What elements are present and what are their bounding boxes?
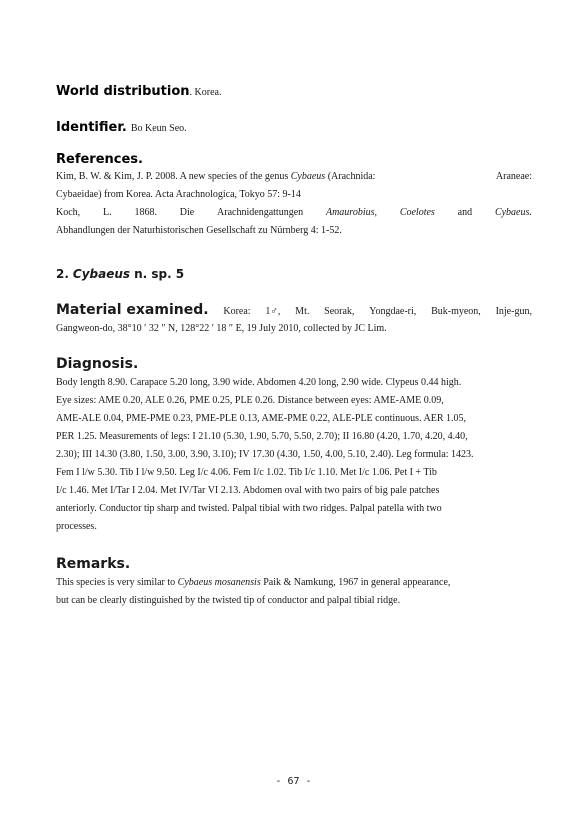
world-distribution-heading: World distribution (56, 84, 190, 99)
diagnosis-heading: Diagnosis. (56, 356, 139, 372)
page-number: - 67 - (275, 776, 312, 787)
species-number: 2. (56, 267, 69, 281)
ref2-word: and (457, 207, 473, 218)
ref2-word: L. (103, 207, 112, 218)
reference-2-line-1 (56, 204, 532, 222)
ref2-genus: Coelotes (399, 207, 435, 218)
material-word: Korea: (223, 306, 251, 317)
diagnosis-line: anteriorly. Conductor tip sharp and twisted. Palpal tibial with two ridges. Palpal patella with two (56, 503, 442, 514)
ref1-genus: Cybaeus (290, 171, 326, 182)
identifier-text: Bo Keun Seo. (130, 123, 187, 134)
remarks-heading: Remarks. (56, 556, 131, 572)
ref1-text-b: (Arachnida: (325, 171, 376, 182)
material-line-1 (56, 302, 532, 318)
ref2-word: Koch, (56, 207, 81, 218)
diagnosis-line: PER 1.25. Measurements of legs: I 21.10 (5.30, 1.90, 5.70, 5.50, 2.70); II 16.80 (4.20, 1.70, 4.20, 4.40, (56, 431, 468, 442)
remarks-text: This species is very similar to (56, 577, 178, 588)
world-distribution-paragraph (56, 82, 532, 100)
reference-1 (56, 168, 532, 204)
references-section (56, 152, 532, 167)
material-word: Buk-myeon, (431, 306, 481, 317)
material-word: Mt. (295, 306, 310, 317)
ref2-genus: Cybaeus. (494, 207, 532, 218)
ref1-text-c: Araneae: (495, 171, 532, 182)
material-word: 1♂, (265, 306, 281, 317)
diagnosis-line: Body length 8.90. Carapace 5.20 long, 3.90 wide. Abdomen 4.20 long, 2.90 wide. Clypeus 0.44 high. (56, 377, 462, 388)
reference-2 (56, 204, 532, 240)
diagnosis-line: I/c 1.46. Met I/Tar I 2.04. Met IV/Tar VI 2.13. Abdomen oval with two pairs of big pale patches (56, 485, 440, 496)
ref2-word: Die (179, 207, 195, 218)
ref2-word: 1868. (134, 207, 157, 218)
material-examined-section (56, 302, 532, 338)
reference-1-line-2: Cybaeidae) from Korea. Acta Arachnologica, Tokyo 57: 9-14 (56, 189, 301, 200)
diagnosis-line: Fem I l/w 5.30. Tib I l/w 9.50. Leg I/c 4.06. Fem I/c 1.02. Tib I/c 1.10. Met I/c 1.06. Pet I + Tib (56, 467, 437, 478)
diagnosis-body (56, 374, 532, 536)
species-genus: Cybaeus (72, 267, 131, 281)
ref1-text-a: Kim, B. W. & Kim, J. P. 2008. A new species of the genus (56, 171, 291, 182)
world-distribution-text: . Korea. (189, 87, 222, 98)
identifier-heading: Identifier. (56, 120, 127, 135)
ref2-word: Arachnidengattungen (217, 207, 304, 218)
species-name-rest: n. sp. 5 (134, 267, 185, 281)
reference-2-line-2: Abhandlungen der Naturhistorischen Gesellschaft zu Nürnberg 4: 1-52. (56, 225, 342, 236)
identifier-paragraph (56, 118, 532, 136)
material-word: Inje-gun, (495, 306, 532, 317)
remarks-section (56, 556, 532, 572)
diagnosis-line: processes. (56, 521, 97, 532)
diagnosis-line: 2.30); III 14.30 (3.80, 1.50, 3.00, 3.90, 3.10); IV 17.30 (4.30, 1.50, 4.00, 5.10, 2.40). Leg formula: 1423. (56, 449, 474, 460)
references-heading: References. (56, 152, 143, 167)
material-line-2: Gangweon-do, 38°10 ′ 32 ″ N, 128°22 ′ 18 ″ E, 19 July 2010, collected by JC Lim. (56, 323, 387, 334)
ref2-genus: Amaurobius, (325, 207, 377, 218)
remarks-species: Cybaeus mosanensis (177, 577, 261, 588)
remarks-line-2: but can be clearly distinguished by the twisted tip of conductor and palpal tibial ridge. (56, 595, 401, 606)
species-title (56, 265, 532, 283)
remarks-body (56, 574, 532, 610)
reference-1-line-1 (56, 168, 532, 186)
material-heading: Material examined. (56, 302, 209, 318)
remarks-line-1 (56, 574, 532, 592)
material-word: Yongdae-ri, (369, 306, 417, 317)
diagnosis-line: Eye sizes: AME 0.20, ALE 0.26, PME 0.25, PLE 0.26. Distance between eyes: AME-AME 0.09, (56, 395, 444, 406)
diagnosis-line: AME-ALE 0.04, PME-PME 0.23, PME-PLE 0.13, AME-PME 0.22, ALE-PLE continuous. AER 1.05, (56, 413, 467, 424)
remarks-text: Paik & Namkung, 1967 in general appearance, (260, 577, 451, 588)
diagnosis-section (56, 356, 532, 372)
material-word: Seorak, (324, 306, 355, 317)
